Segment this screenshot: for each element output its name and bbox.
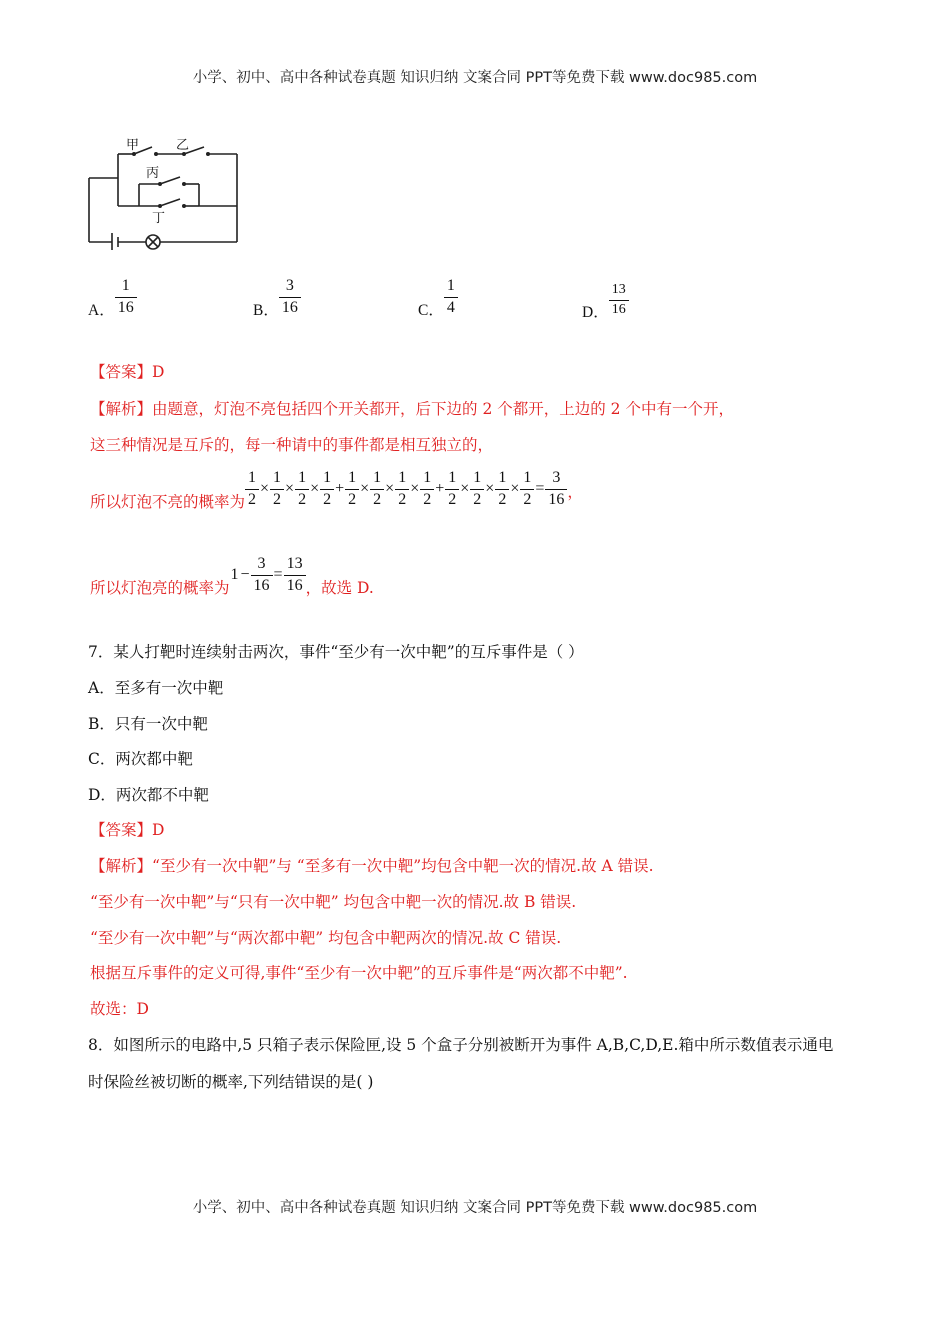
q6-option-d xyxy=(582,278,629,322)
option-denominator: 16 xyxy=(115,297,137,317)
q7-analysis-line2: “至少有一次中靶”与“只有一次中靶” 均包含中靶一次的情况.故 B 错误. xyxy=(90,893,577,911)
q6-analysis-line3: 所以灯泡不亮的概率为 $\frac{1}{2}$ × $\frac{1}{2}$ × $\frac{1}{2}$ × $\frac{1}{2}$ + $\frac{1}{2}$ × $\frac{1}{2}$ × $\frac{1}{2}$ × $\frac{1}{2}$ + $\frac{1}{2}$ × $\frac{1}{2}$ × $\frac{1}{2}$ × $\frac{1}{2}$ = $\frac{3}{16}$ ， xyxy=(90,468,583,511)
answer-value: D xyxy=(152,363,165,381)
operator: = xyxy=(535,480,545,497)
operator: × xyxy=(360,480,370,497)
option-numerator: 13 xyxy=(611,281,626,297)
option-label: A． xyxy=(88,302,115,319)
fraction: $\frac{1}{2}$ xyxy=(320,470,334,509)
q7-analysis-line4: 根据互斥事件的定义可得,事件“至少有一次中靶”的互斥事件是“两次都不中靶”. xyxy=(90,964,628,982)
option-numerator: 1 xyxy=(121,276,130,294)
option-denominator: 16 xyxy=(279,297,301,317)
answer-value: D xyxy=(152,821,165,839)
q7-analysis-line3: “至少有一次中靶”与“两次都中靶” 均包含中靶两次的情况.故 C 错误. xyxy=(90,929,562,947)
q7-option-a: A．至多有一次中靶 xyxy=(88,679,224,697)
q7-answer xyxy=(90,818,164,840)
final-expression: 1 − $\frac{3}{16}$ = $\frac{13}{16}$ xyxy=(230,556,306,595)
operator: × xyxy=(310,480,320,497)
option-label: C． xyxy=(418,302,444,319)
option-numerator: 3 xyxy=(285,276,294,294)
q7-option-d: D．两次都不中靶 xyxy=(88,786,209,804)
operator: × xyxy=(460,480,470,497)
fraction: $\frac{3}{16}$ xyxy=(545,470,567,509)
switch-label-yi: 乙 xyxy=(176,138,190,153)
option-label: B． xyxy=(253,302,279,319)
analysis-tag: 【解析】 xyxy=(90,857,153,875)
q6-option-a xyxy=(88,274,137,320)
operator: + xyxy=(335,480,345,497)
q6-option-b xyxy=(253,274,301,320)
fraction: $\frac{1}{2}$ xyxy=(345,470,359,509)
q8-stem-line2: 时保险丝被切断的概率,下列结错误的是( ) xyxy=(88,1073,374,1091)
fraction: $\frac{1}{2}$ xyxy=(295,470,309,509)
q7-analysis-line1: 【解析】“至少有一次中靶”与 “至多有一次中靶”均包含中靶一次的情况.故 A 错误. xyxy=(90,857,654,875)
fraction: $\frac{1}{2}$ xyxy=(420,470,434,509)
operator: × xyxy=(485,480,495,497)
option-numerator: 1 xyxy=(446,276,455,294)
switch-label-jia: 甲 xyxy=(126,138,140,153)
switch-label-bing: 丙 xyxy=(146,166,160,181)
fraction: $\frac{1}{2}$ xyxy=(520,470,534,509)
fraction: $\frac{1}{2}$ xyxy=(245,470,259,509)
q7-option-c: C．两次都中靶 xyxy=(88,750,193,768)
fraction: $\frac{1}{2}$ xyxy=(370,470,384,509)
q7-stem: 7．某人打靶时连续射击两次，事件“至少有一次中靶”的互斥事件是（ ） xyxy=(88,643,584,661)
operator: × xyxy=(260,480,270,497)
option-denominator: 4 xyxy=(444,297,458,317)
q6-analysis-line4: 所以灯泡亮的概率为 1 − $\frac{3}{16}$ = $\frac{13}{16}$ ，故选 D. xyxy=(90,554,374,597)
page-footer: 小学、初中、高中各种试卷真题 知识归纳 文案合同 PPT等免费下载 www.doc985.com xyxy=(192,1200,758,1216)
fraction: $\frac{1}{2}$ xyxy=(470,470,484,509)
operator: + xyxy=(435,480,445,497)
fraction: $\frac{1}{2}$ xyxy=(495,470,509,509)
q8-stem-line1: 8．如图所示的电路中,5 只箱子表示保险匣,设 5 个盒子分别被断开为事件 A,B,C,D,E.箱中所示数值表示通电 xyxy=(88,1036,834,1054)
q7-option-b: B．只有一次中靶 xyxy=(88,715,208,733)
q6-analysis-line2: 这三种情况是互斥的，每一种请中的事件都是相互独立的， xyxy=(90,436,494,454)
operator: × xyxy=(510,480,520,497)
fraction: $\frac{1}{2}$ xyxy=(270,470,284,509)
switch-label-ding: 丁 xyxy=(152,211,166,226)
circuit-diagram xyxy=(84,132,244,250)
option-label: D． xyxy=(582,304,609,321)
fraction: $\frac{1}{2}$ xyxy=(445,470,459,509)
switch-bing xyxy=(160,177,180,184)
option-denominator: 16 xyxy=(609,300,629,318)
page-header: 小学、初中、高中各种试卷真题 知识归纳 文案合同 PPT等免费下载 www.doc985.com xyxy=(192,70,758,86)
q6-option-c xyxy=(418,274,458,320)
operator: × xyxy=(285,480,295,497)
answer-tag: 【答案】 xyxy=(90,363,153,381)
answer-tag: 【答案】 xyxy=(90,821,153,839)
operator: × xyxy=(410,480,420,497)
analysis-tag: 【解析】 xyxy=(90,400,153,418)
fraction: $\frac{1}{2}$ xyxy=(395,470,409,509)
q6-analysis-line1: 【解析】由题意，灯泡不亮包括四个开关都开，后下边的 2 个都开，上边的 2 个中有一个开， xyxy=(90,400,734,418)
q6-answer xyxy=(90,360,164,382)
probability-expression xyxy=(245,470,567,509)
switch-ding xyxy=(160,199,180,206)
operator: × xyxy=(385,480,395,497)
q7-analysis-line5: 故选：D xyxy=(90,1000,149,1018)
